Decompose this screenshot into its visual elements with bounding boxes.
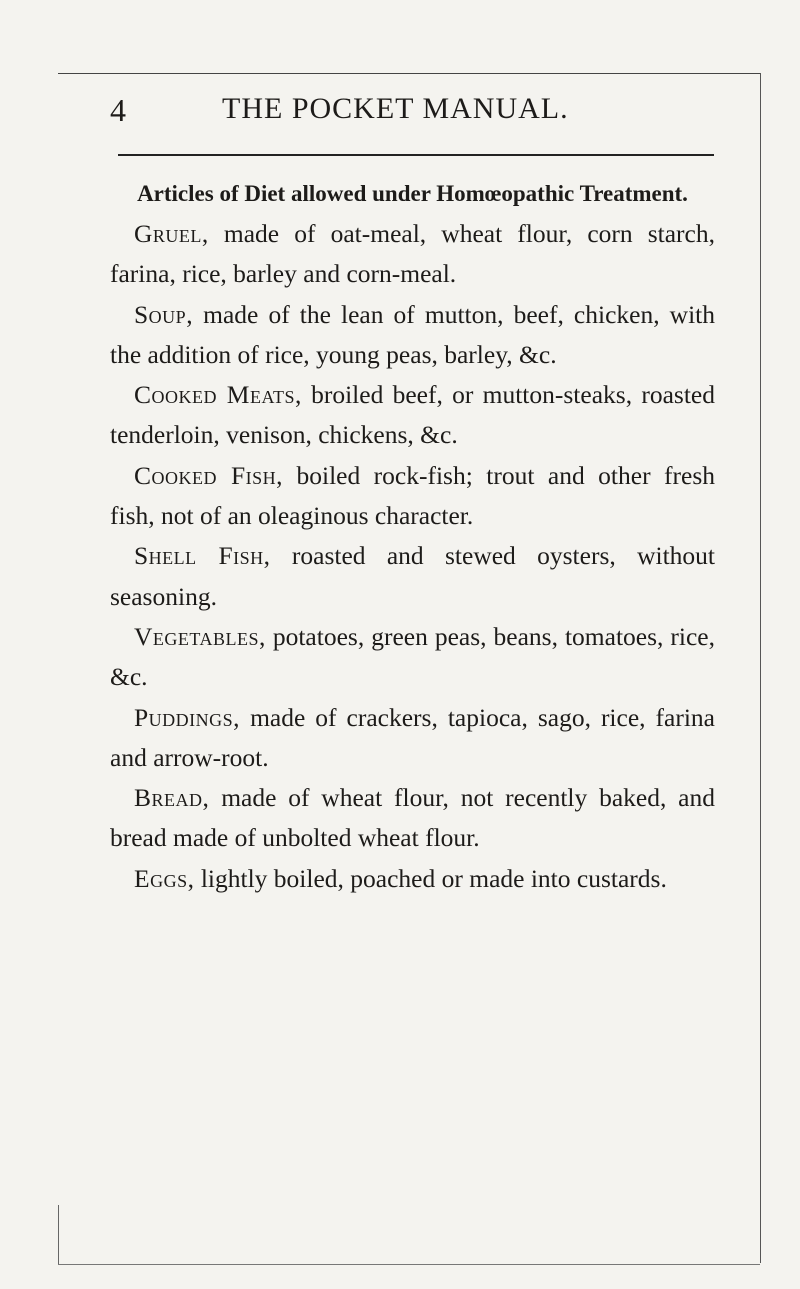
- entry-term: Soup,: [134, 299, 194, 329]
- entry-text: boiled rock-fish; trout and other fresh fish, not of an oleaginous character.: [110, 460, 715, 531]
- entry-text: lightly boiled, poached or made into custards.: [194, 863, 667, 893]
- diet-entry-eggs: [110, 859, 715, 899]
- entry-text: made of wheat flour, not recently baked, and bread made of unbolted wheat flour.: [110, 783, 715, 853]
- entry-term: Vegetables,: [134, 621, 266, 651]
- section-title: Articles of Diet allowed under Homœopathic Treatment.: [137, 181, 688, 206]
- page-frame-left: [58, 1205, 59, 1265]
- diet-entry-cooked-fish: [110, 456, 715, 537]
- diet-entry-bread: [110, 778, 715, 859]
- running-head: THE POCKET MANUAL.: [222, 92, 569, 125]
- entry-text: broiled beef, or mutton-steaks, roasted tenderloin, venison, chickens, &c.: [110, 380, 715, 450]
- page-frame-bottom: [58, 1264, 760, 1265]
- page-frame-right: [760, 73, 761, 1263]
- entry-term: Gruel,: [134, 219, 209, 248]
- diet-entry-soup: [110, 295, 715, 376]
- diet-entry-gruel: [110, 214, 715, 295]
- diet-entry-cooked-meats: [110, 375, 715, 456]
- entry-term: Bread,: [134, 783, 210, 813]
- entry-text: made of crackers, tapioca, sago, rice, farina and arrow-root.: [110, 702, 715, 772]
- entry-term: Shell Fish,: [134, 541, 271, 571]
- entry-term: Eggs,: [134, 863, 195, 893]
- page-body: [110, 174, 715, 899]
- page-frame-top: [58, 73, 760, 74]
- entry-text: potatoes, green peas, beans, tomatoes, rice, &c.: [110, 621, 715, 692]
- diet-entry-vegetables: [110, 617, 715, 698]
- entry-term: Cooked Meats,: [134, 380, 302, 410]
- diet-entry-shell-fish: [110, 536, 715, 617]
- entry-term: Cooked Fish,: [134, 460, 284, 490]
- header-rule: [118, 154, 714, 156]
- entry-term: Puddings,: [134, 702, 241, 732]
- page-number: 4: [110, 92, 127, 128]
- diet-entry-puddings: [110, 698, 715, 779]
- entry-text: made of the lean of mutton, beef, chicken, with the addition of rice, young peas, barley, &c.: [110, 299, 715, 369]
- entry-text: made of oat-meal, wheat flour, corn starch, farina, rice, barley and corn-meal.: [110, 219, 715, 289]
- entry-text: roasted and stewed oysters, without seasoning.: [110, 541, 715, 611]
